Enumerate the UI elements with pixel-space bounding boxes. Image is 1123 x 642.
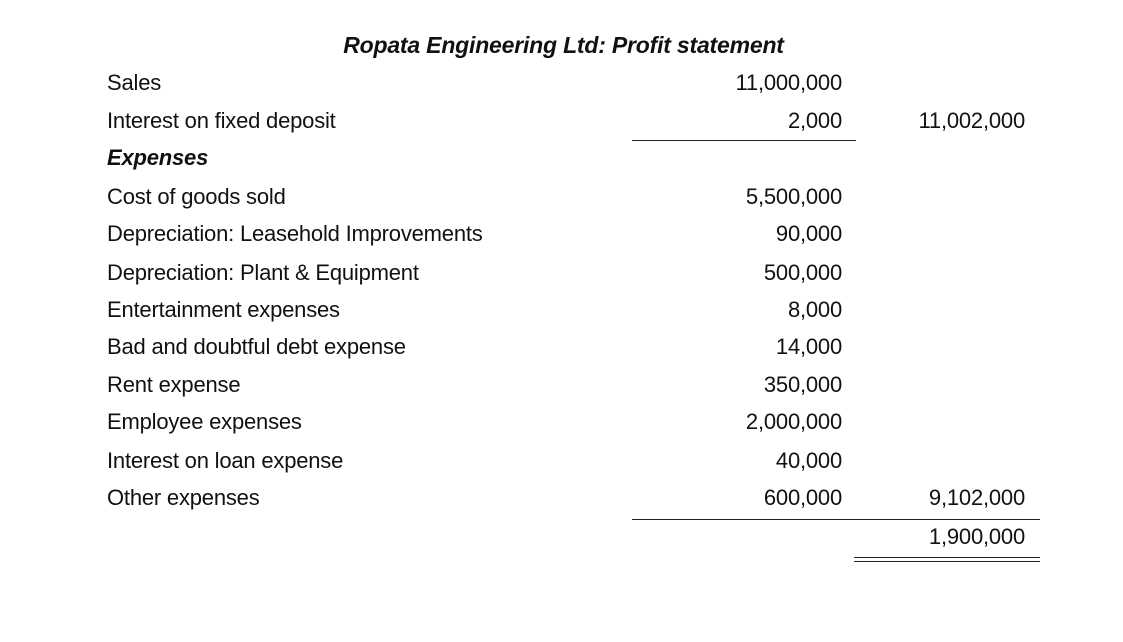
income-subtotal-rule [632, 140, 856, 141]
statement-title [0, 30, 1123, 60]
row-amount: 500,000 [763, 260, 842, 285]
statement-row-depreciation-leasehold [0, 219, 1123, 249]
row-amount: 350,000 [763, 372, 842, 397]
statement-title-text: Ropata Engineering Ltd: Profit statement [343, 32, 784, 58]
statement-row-depreciation-plant [0, 258, 1123, 288]
row-total: 11,002,000 [918, 108, 1025, 133]
net-profit-row [0, 522, 1123, 552]
statement-row-interest-loan [0, 446, 1123, 476]
row-label: Bad and doubtful debt expense [107, 334, 406, 359]
statement-row-entertainment [0, 295, 1123, 325]
row-amount: 5,500,000 [745, 184, 842, 209]
row-amount: 8,000 [787, 297, 842, 322]
row-label: Other expenses [107, 485, 260, 510]
row-amount: 600,000 [763, 485, 842, 510]
net-profit-double-rule-bottom [854, 561, 1040, 562]
statement-row-sales [0, 68, 1123, 98]
row-label: Cost of goods sold [107, 184, 286, 209]
row-amount: 40,000 [775, 448, 842, 473]
statement-row-interest-fixed-deposit [0, 106, 1123, 136]
row-amount: 90,000 [775, 221, 842, 246]
row-label: Depreciation: Plant & Equipment [107, 260, 419, 285]
row-total: 9,102,000 [928, 485, 1025, 510]
row-label: Rent expense [107, 372, 241, 397]
expenses-heading: Expenses [107, 145, 209, 170]
row-amount: 14,000 [775, 334, 842, 359]
statement-row-rent [0, 370, 1123, 400]
statement-row-other-expenses [0, 483, 1123, 513]
row-amount: 11,000,000 [735, 70, 842, 95]
net-profit-value: 1,900,000 [928, 524, 1025, 549]
row-amount: 2,000,000 [745, 409, 842, 434]
row-label: Sales [107, 70, 162, 95]
statement-row-cost-of-goods-sold [0, 182, 1123, 212]
row-label: Employee expenses [107, 409, 302, 434]
row-label: Interest on loan expense [107, 448, 344, 473]
row-label: Interest on fixed deposit [107, 108, 336, 133]
row-label: Entertainment expenses [107, 297, 340, 322]
expenses-heading-row [0, 143, 1123, 173]
row-label: Depreciation: Leasehold Improvements [107, 221, 483, 246]
row-amount: 2,000 [787, 108, 842, 133]
statement-row-employee [0, 407, 1123, 437]
expenses-subtotal-rule [632, 519, 1040, 520]
statement-row-bad-debt [0, 332, 1123, 362]
net-profit-double-rule-top [854, 557, 1040, 558]
